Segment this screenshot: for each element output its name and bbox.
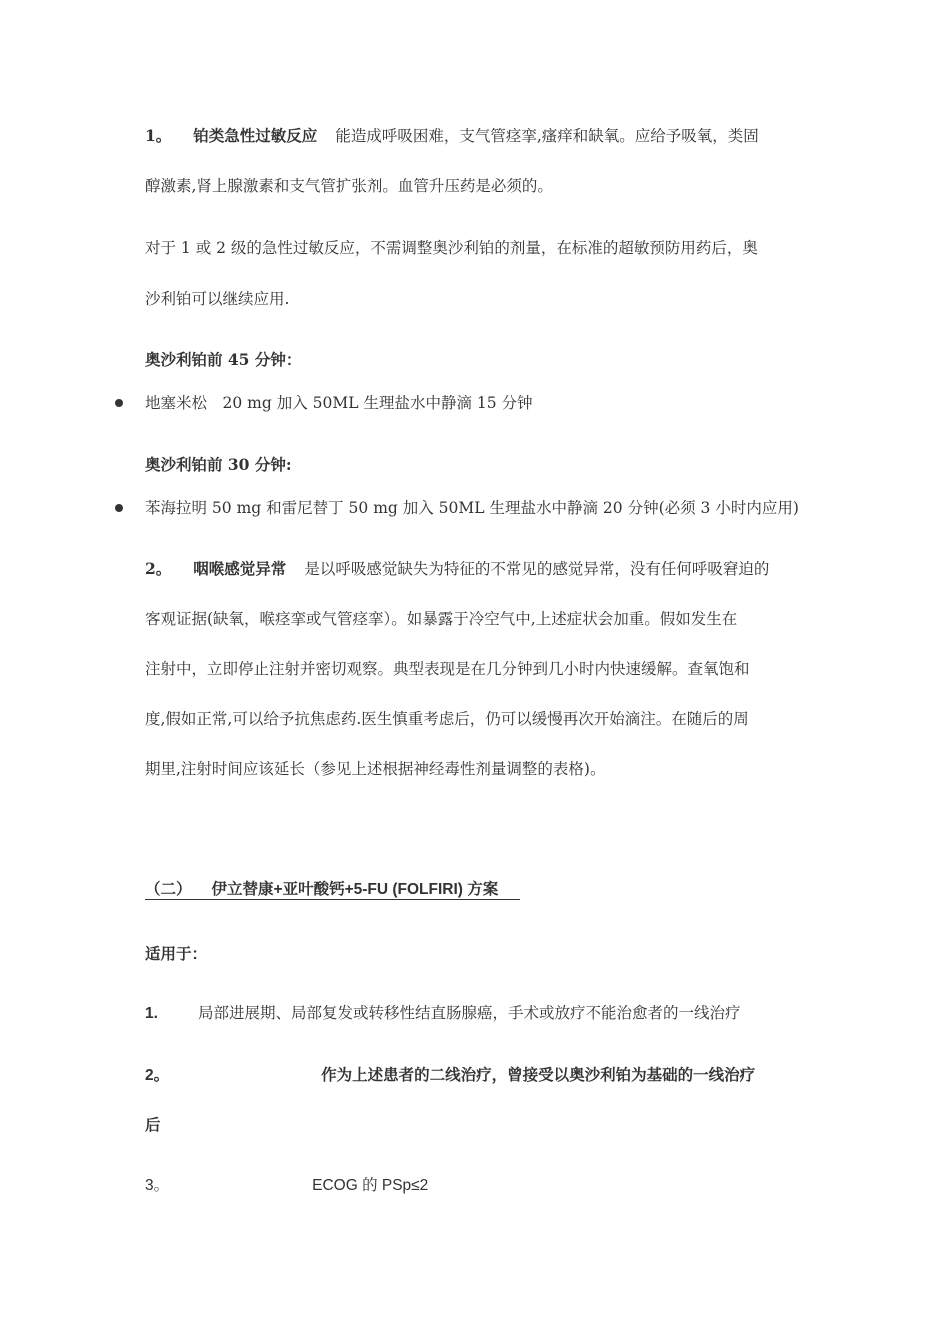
pre-30-min-heading: 奥沙利铂前 30 分钟: [145,455,292,474]
dexamethasone-item: 地塞米松 20 mg 加入 50ML 生理盐水中静滴 15 分钟 [145,394,533,412]
bullet-dot [115,504,123,512]
indication-3 [145,1175,428,1196]
indication-3-number: 3。 [145,1177,170,1194]
section-1-text-1: 能造成呼吸困难，支气管痉挛,瘙痒和缺氧。应给予吸氧，类固 [335,127,759,145]
section-2-text-5: 期里,注射时间应该延长（参见上述根据神经毒性剂量调整的表格)。 [145,760,606,778]
folfiri-title: 伊立替康+亚叶酸钙+5-FU (FOLFIRI) 方案 [211,881,499,898]
section-2-text-4: 度,假如正常,可以给予抗焦虑药.医生慎重考虑后，仍可以缓慢再次开始滴注。在随后的周 [145,710,749,728]
section-2-title: 咽喉感觉异常 [193,559,287,578]
indication-1-text: 局部进展期、局部复发或转移性结直肠腺癌，手术或放疗不能治愈者的一线治疗 [197,1004,741,1022]
diphenhydramine-item: 苯海拉明 50 mg 和雷尼替丁 50 mg 加入 50ML 生理盐水中静滴 20 分钟(必须 3 小时内应用) [145,499,799,517]
section-1-text-2: 醇激素,肾上腺激素和支气管扩张剂。血管升压药是必须的。 [145,177,553,195]
section-1-heading-line [145,126,759,146]
section-2-heading-line [145,559,769,579]
section-2-text-1: 是以呼吸感觉缺失为特征的不常见的感觉异常，没有任何呼吸窘迫的 [304,560,770,578]
indication-2-number: 2。 [145,1067,170,1084]
section-1-number: 1。 [145,126,172,145]
indication-2-continuation: 后 [145,1115,161,1134]
heading-underline [145,899,520,900]
section-2-number: 2。 [145,559,172,578]
section-1-text-4: 沙利铂可以继续应用. [145,290,290,308]
section-2-text-3: 注射中，立即停止注射并密切观察。典型表现是在几分钟到几小时内快速缓解。查氧饱和 [145,660,750,678]
bullet-dot [115,399,123,407]
indication-1 [145,1003,740,1024]
pre-45-min-heading: 奥沙利铂前 45 分钟： [145,350,302,369]
folfiri-number: （二） [145,881,192,898]
folfiri-heading [145,880,498,900]
indication-1-number: 1. [145,1005,158,1022]
section-1-title: 铂类急性过敏反应 [193,126,318,145]
section-2-text-2: 客观证据(缺氧，喉痉挛或气管痉挛）。如暴露于冷空气中,上述症状会加重。假如发生在 [145,610,738,628]
indication-2 [145,1065,755,1086]
section-1-text-3: 对于 1 或 2 级的急性过敏反应，不需调整奥沙利铂的剂量，在标准的超敏预防用药后，奥 [145,239,758,257]
indication-2-text: 作为上述患者的二线治疗，曾接受以奥沙利铂为基础的一线治疗 [321,1065,756,1084]
indication-3-text: ECOG 的 PSp≤2 [312,1177,429,1194]
applies-label: 适用于： [145,944,208,963]
